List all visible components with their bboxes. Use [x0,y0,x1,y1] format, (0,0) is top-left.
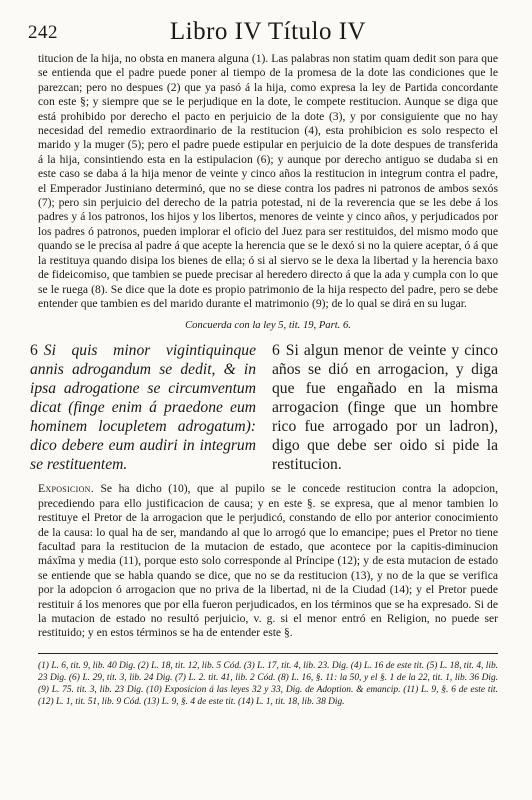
exposicion-paragraph [38,482,498,640]
exposicion-text: Se ha dicho (10), que al pupilo se le concede restitucion contra la adopcion, precediendo para ello justificacion de causa; y en este §. se expresa, que al menor tambien lo restituye el Pretor de la arrogacion que le perjudicó, constando de ello por anterior conocimiento de la causa: lo qual ha de ser, mandando al que lo arrogó que lo emancipe; pues el Pretor no tiene facultad para la restitucion de la mutacion de estado, que acontece por la capitis-diminucion máxîma y media (11), porque esto solo corresponde al Príncipe (12); y de esta mutacion de estado se entiende que se habla quando se dice, que no se da restitucion (13), y no de la que se verifica por la adopcion ó arrogacion que no priva de la libertad, ni de la Ciudad (14); y el Pretor puede restituir á los menores que por ella fueron perjudicados, en los términos que se ha expresado. Si de la mutacion de estado no resultó perjuicio, v. g. si el menor entró en Religion, no puede ser restituido; y en estos términos se ha de entender este §. [38,482,498,640]
latin-text: Si quis minor vigintiquinque annis adrogandum se dedit, & in ipsa adrogatione se circumventum dicat (finge enim á praedone eum hominem locupletem adrogatum): dico debere eum audiri in integrum se restituentem. [30,342,256,474]
exposicion-label: Exposicion. [38,482,94,496]
latin-column [30,341,256,474]
page-number: 242 [28,22,58,43]
spanish-section-number: 6 [272,342,280,360]
concordance-note: Concuerda con la ley 5, tit. 19, Part. 6. [185,320,351,332]
latin-section-number: 6 [30,342,38,360]
parallel-text [30,341,498,474]
page-header [28,18,498,52]
body-paragraph: titucion de la hija, no obsta en manera alguna (1). Las palabras non statim quam dedit son para que se entienda que el padre puede poner al tiempo de la promesa de la dote las condiciones que le parezcan; pero no despues (2) que ya pasó á la hija, como expresa la ley de Partida concordante con este §; y siempre que se le perjudique en la dote, le compete restitucion. Aunque se diga que está prohibido por derecho el pacto en perjuicio de la dote (3), y por consiguiente que no hay necesidad del remedio extraordinario de la restitucion (4), esta prohibicion es solo respecto el marido y la muger (5); pero el padre puede estipular en perjuicio de la dote despues de transferida á la hija, consintiendo esta en la estipulacion (6); y aunque por derecho antiguo se dudaba si en este caso se daba á la hija menor de veinte y cinco años la restitucion in integrum contra el padre, el Emperador Justiniano determinó, que no se diese contra los padres ni patronos de ambos sexós (7); pero sin perjuicio del derecho de la patria potestad, ni de la reverencia que se les debe á los padres y á los patronos, los hijos y los libertos, menores de veinte y cinco años, y perjudicados por los padres ó patronos, pueden implorar el oficio del Juez para ser restituidos, del mismo modo que quando se le precisa al padre á que acepte la herencia que se le dexó si no la quiere aceptar, ó á que la restituya quando disipa los bienes de ella; ó si al siervo se le dexa la libertad y la herencia baxo de fideicomiso, que tambien se puede precisar al heredero directo á que la ada y cumpla con lo que se le ruega (8). Se dice que la dote es propio patrimonio de la hija respecto del padre, pero se debe entender que tambien es del marido durante el matrimonio (9); de lo qual se dirá en su lugar. [38,52,498,310]
footnotes: (1) L. 6, tit. 9, lib. 40 Dig. (2) L. 18, tit. 12, lib. 5 Cód. (3) L. 17, tit. 4, lib. 23. Dig. (4) L. 16 de este tit. (5) L. 18, tit. 4, lib. 23 Dig. (6) L. 29, tit. 3, lib. 24 Dig. (7) L. 2. tit. 41, lib. 2 Cód. (8) L. 16, §. 11: la 50, y el §. 1 de la 22, tit. 1, lib. 36 Dig. (9) L. 75. tit. 3, lib. 23 Dig. (10) Exposicion á las leyes 32 y 33, Dig. de Adoption. & emancip. (11) L. 9, §. 6 de este tit. (12) L. 1, tit. 51, lib. 9 Cód. (13) L. 9, §. 4 de este tit. (14) L. 1, tit. 18, lib. 38 Dig. [38,660,498,708]
footnote-divider [38,653,498,654]
running-title: Libro IV Título IV [169,18,367,45]
spanish-text: Si algun menor de veinte y cinco años se dió en arrogacion, y diga que fue engañado en la misma arrogacion (finge que un hombre rico fue arrogado por un ladron), digo que debe ser oido si pide la restitucion. [272,342,498,474]
spanish-column [272,341,498,474]
